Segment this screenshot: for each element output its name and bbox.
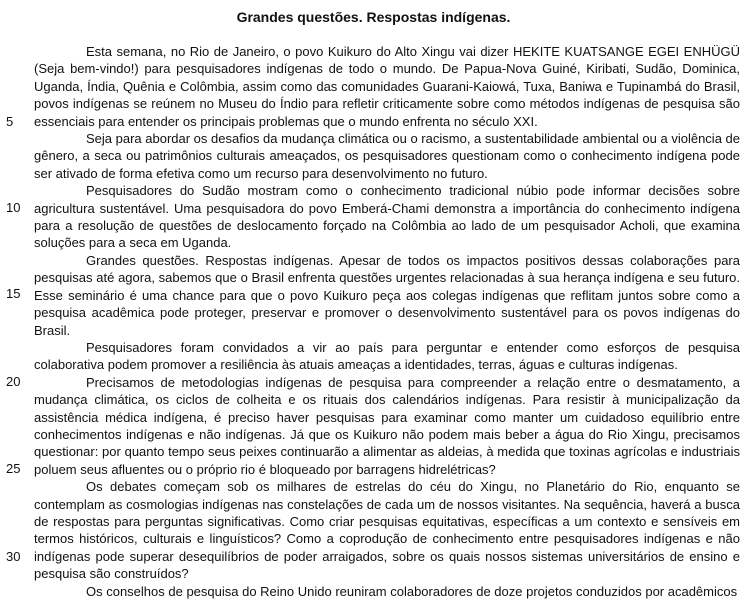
line-number: 30 — [6, 549, 21, 564]
article-body — [34, 43, 740, 600]
document-title: Grandes questões. Respostas indígenas. — [236, 9, 511, 25]
paragraph: Seja para abordar os desafios da mudança climática ou o racismo, a sustentabilidade ambiental ou a violência de gênero, a seca ou patrimônios culturais ameaçados, os pesquisadores questionam como o conhecimento indígena pode ser ativado de forma efetiva como um recurso para desenvolvimento no futuro. — [34, 131, 740, 181]
paragraph: Precisamos de metodologias indígenas de pesquisa para compreender a relação entre o desmatamento, a mudança climática, os ciclos de colheita e os rituais dos calendários indígenas. Para resistir à municipalização da assistência médica indígena, é preciso haver pesquisas para examinar como manter um cuidadoso equilíbrio entre conhecimentos indígenas e não indígenas. Já que os Kuikuro não podem mais beber a água do Rio Xingu, precisamos questionar: por quanto tempo seus peixes continuarão a alimentar as aldeias, à medida que toxinas agrícolas e industriais poluem seus afluentes ou o próprio rio é bloqueado por barragens hidrelétricas? — [34, 374, 740, 477]
line-number: 5 — [6, 114, 14, 129]
paragraph: Pesquisadores do Sudão mostram como o conhecimento tradicional núbio pode informar decisões sobre agricultura sustentável. Uma pesquisadora do povo Emberá-Chami demonstra a importância do conhecimento indígena para a resolução de questões de deslocamento forçado na Colômbia ao lado de um pesquisador Acholi, que examina soluções para a seca em Uganda. — [34, 183, 740, 251]
paragraph: Pesquisadores foram convidados a vir ao país para perguntar e entender como esforços de pesquisa colaborativa podem promover a resiliência às atuais ameaças a identidades, terras, águas e culturas indígenas. — [34, 339, 740, 373]
paragraph: Grandes questões. Respostas indígenas. Apesar de todos os impactos positivos dessas colaborações para pesquisas até agora, sabemos que o Brasil enfrenta questões urgentes relacionadas à sua herança indígena e seu futuro. Esse seminário é uma chance para que o povo Kuikuro peça aos colegas indígenas que reflitam juntos sobre como a pesquisa acadêmica pode proteger, preservar e promover o desenvolvimento sustentável para os povos indígenas do Brasil. — [34, 252, 740, 338]
paragraph: Os conselhos de pesquisa do Reino Unido reuniram colaboradores de doze projetos conduzidos por acadêmicos — [86, 583, 738, 599]
line-number: 15 — [6, 286, 21, 301]
line-number: 20 — [6, 374, 21, 389]
paragraph: Os debates começam sob os milhares de estrelas do céu do Xingu, no Planetário do Rio, enquanto se contemplam as cosmologias indígenas nas constelações de cada um de nossos visitantes. Na sequência, haverá a busca de respostas para perguntas significativas. Como criar pesquisas equitativas, específicas a um contexto e sensíveis em termos históricos, culturais e linguísticos? Como a coprodução de conhecimento entre pesquisadores indígenas e não indígenas pode superar desequilíbrios de poder arraigados, sobre os quais nossos sistemas universitários de ensino e pesquisa são construídos? — [34, 479, 740, 582]
line-number: 25 — [6, 461, 21, 476]
line-number: 10 — [6, 200, 21, 215]
paragraph: Esta semana, no Rio de Janeiro, o povo Kuikuro do Alto Xingu vai dizer HEKITE KUATSANGE EGEI ENHÜGÜ (Seja bem-vindo!) para pesquisadores indígenas de todo o mundo. De Papua-Nova Guiné, Kiribati, Sudão, Dominica, Uganda, Índia, Quênia e Colômbia, assim como das comunidades Guarani-Kaiowá, Tuxa, Baniwa e Tupinambá do Brasil, povos indígenas se reúnem no Museu do Índio para refletir criticamente sobre como métodos indígenas de pesquisa são essenciais para entender os principais problemas que o mundo enfrenta no século XXI. — [34, 44, 740, 129]
